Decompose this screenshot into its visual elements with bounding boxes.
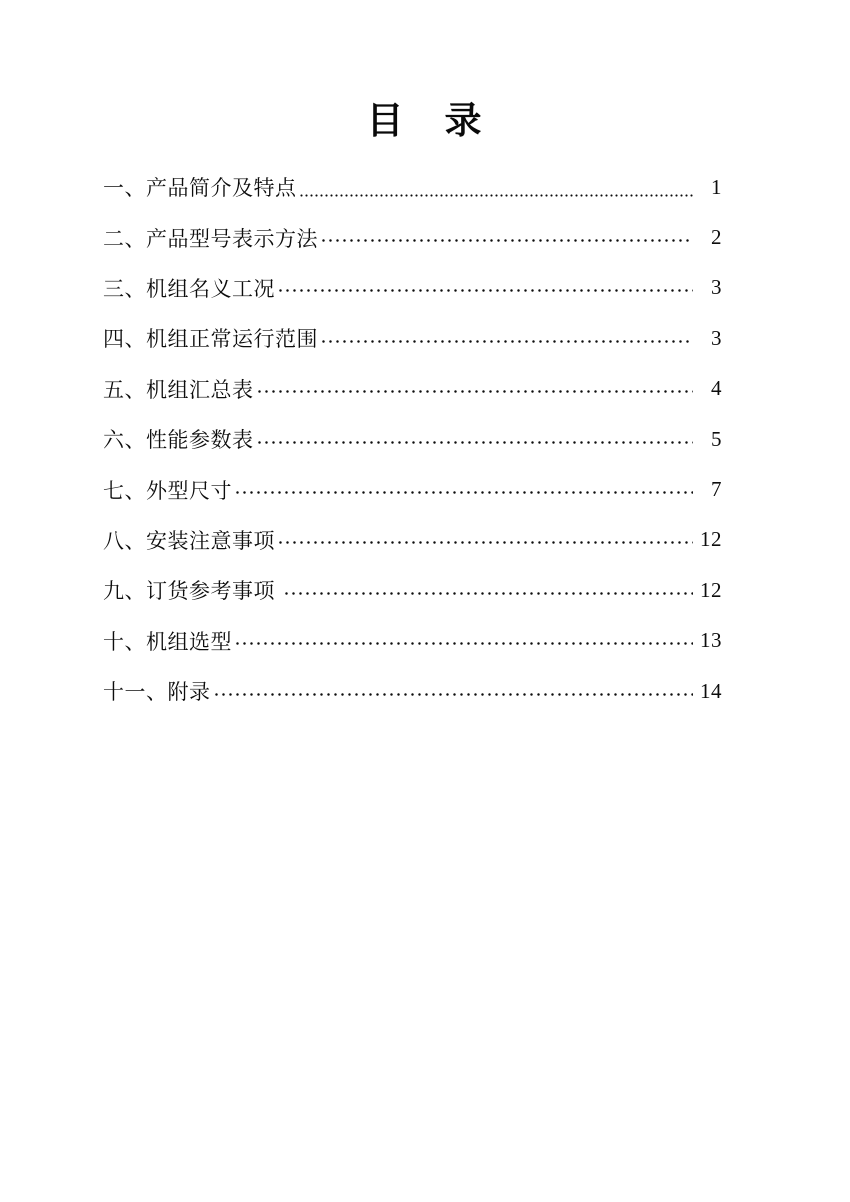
dot-leader: [277, 515, 693, 565]
toc-entry: [103, 364, 722, 414]
dot-leader: [320, 313, 693, 363]
toc-entry-label: 十、机组选型: [103, 630, 232, 654]
dot-leader: [213, 666, 694, 716]
toc-entry: [103, 162, 722, 212]
toc-entry-label: 八、安装注意事项: [103, 529, 275, 553]
toc-entry: [103, 313, 722, 363]
toc-entry-label: 四、机组正常运行范围: [103, 328, 318, 352]
toc-entry: [103, 666, 722, 716]
page-title: 目 录: [366, 101, 484, 142]
page-number: 12: [700, 577, 722, 602]
toc-entry: [103, 616, 722, 666]
page-number: 14: [700, 678, 722, 703]
toc-entry: [103, 263, 722, 313]
dot-leader: [277, 263, 693, 313]
toc-entry: [103, 464, 722, 514]
dot-leader: [234, 616, 693, 666]
page-number: 3: [711, 275, 722, 300]
page-number: 13: [700, 628, 722, 653]
page-number: 2: [711, 225, 722, 250]
toc-entry: [103, 212, 722, 262]
toc-entry-label: 二、产品型号表示方法: [103, 227, 318, 251]
dot-leader: [234, 464, 693, 514]
dot-leader: [299, 162, 694, 212]
page-number: 1: [711, 174, 722, 199]
page-number: 5: [711, 426, 722, 451]
toc-entry: [103, 565, 722, 615]
page-number: 4: [711, 376, 722, 401]
toc-entry-label: 九、订货参考事项: [103, 580, 282, 604]
dot-leader: [256, 364, 694, 414]
toc-entry-label: 六、性能参数表: [103, 429, 254, 453]
toc-entry: [103, 414, 722, 464]
dot-leader: [283, 565, 693, 615]
toc-entry: [103, 515, 722, 565]
page-number: 3: [711, 325, 722, 350]
toc-entry-label: 三、机组名义工况: [103, 277, 275, 301]
page-number: 12: [700, 527, 722, 552]
toc-entry-label: 七、外型尺寸: [103, 479, 232, 503]
page-number: 7: [711, 477, 722, 502]
toc-entry-label: 五、机组汇总表: [103, 378, 254, 402]
dot-leader: [256, 414, 694, 464]
toc-entry-label: 一、产品简介及特点: [103, 177, 297, 201]
toc-list: [103, 162, 722, 716]
dot-leader: [320, 212, 693, 262]
toc-entry-label: 十一、附录: [103, 681, 211, 705]
